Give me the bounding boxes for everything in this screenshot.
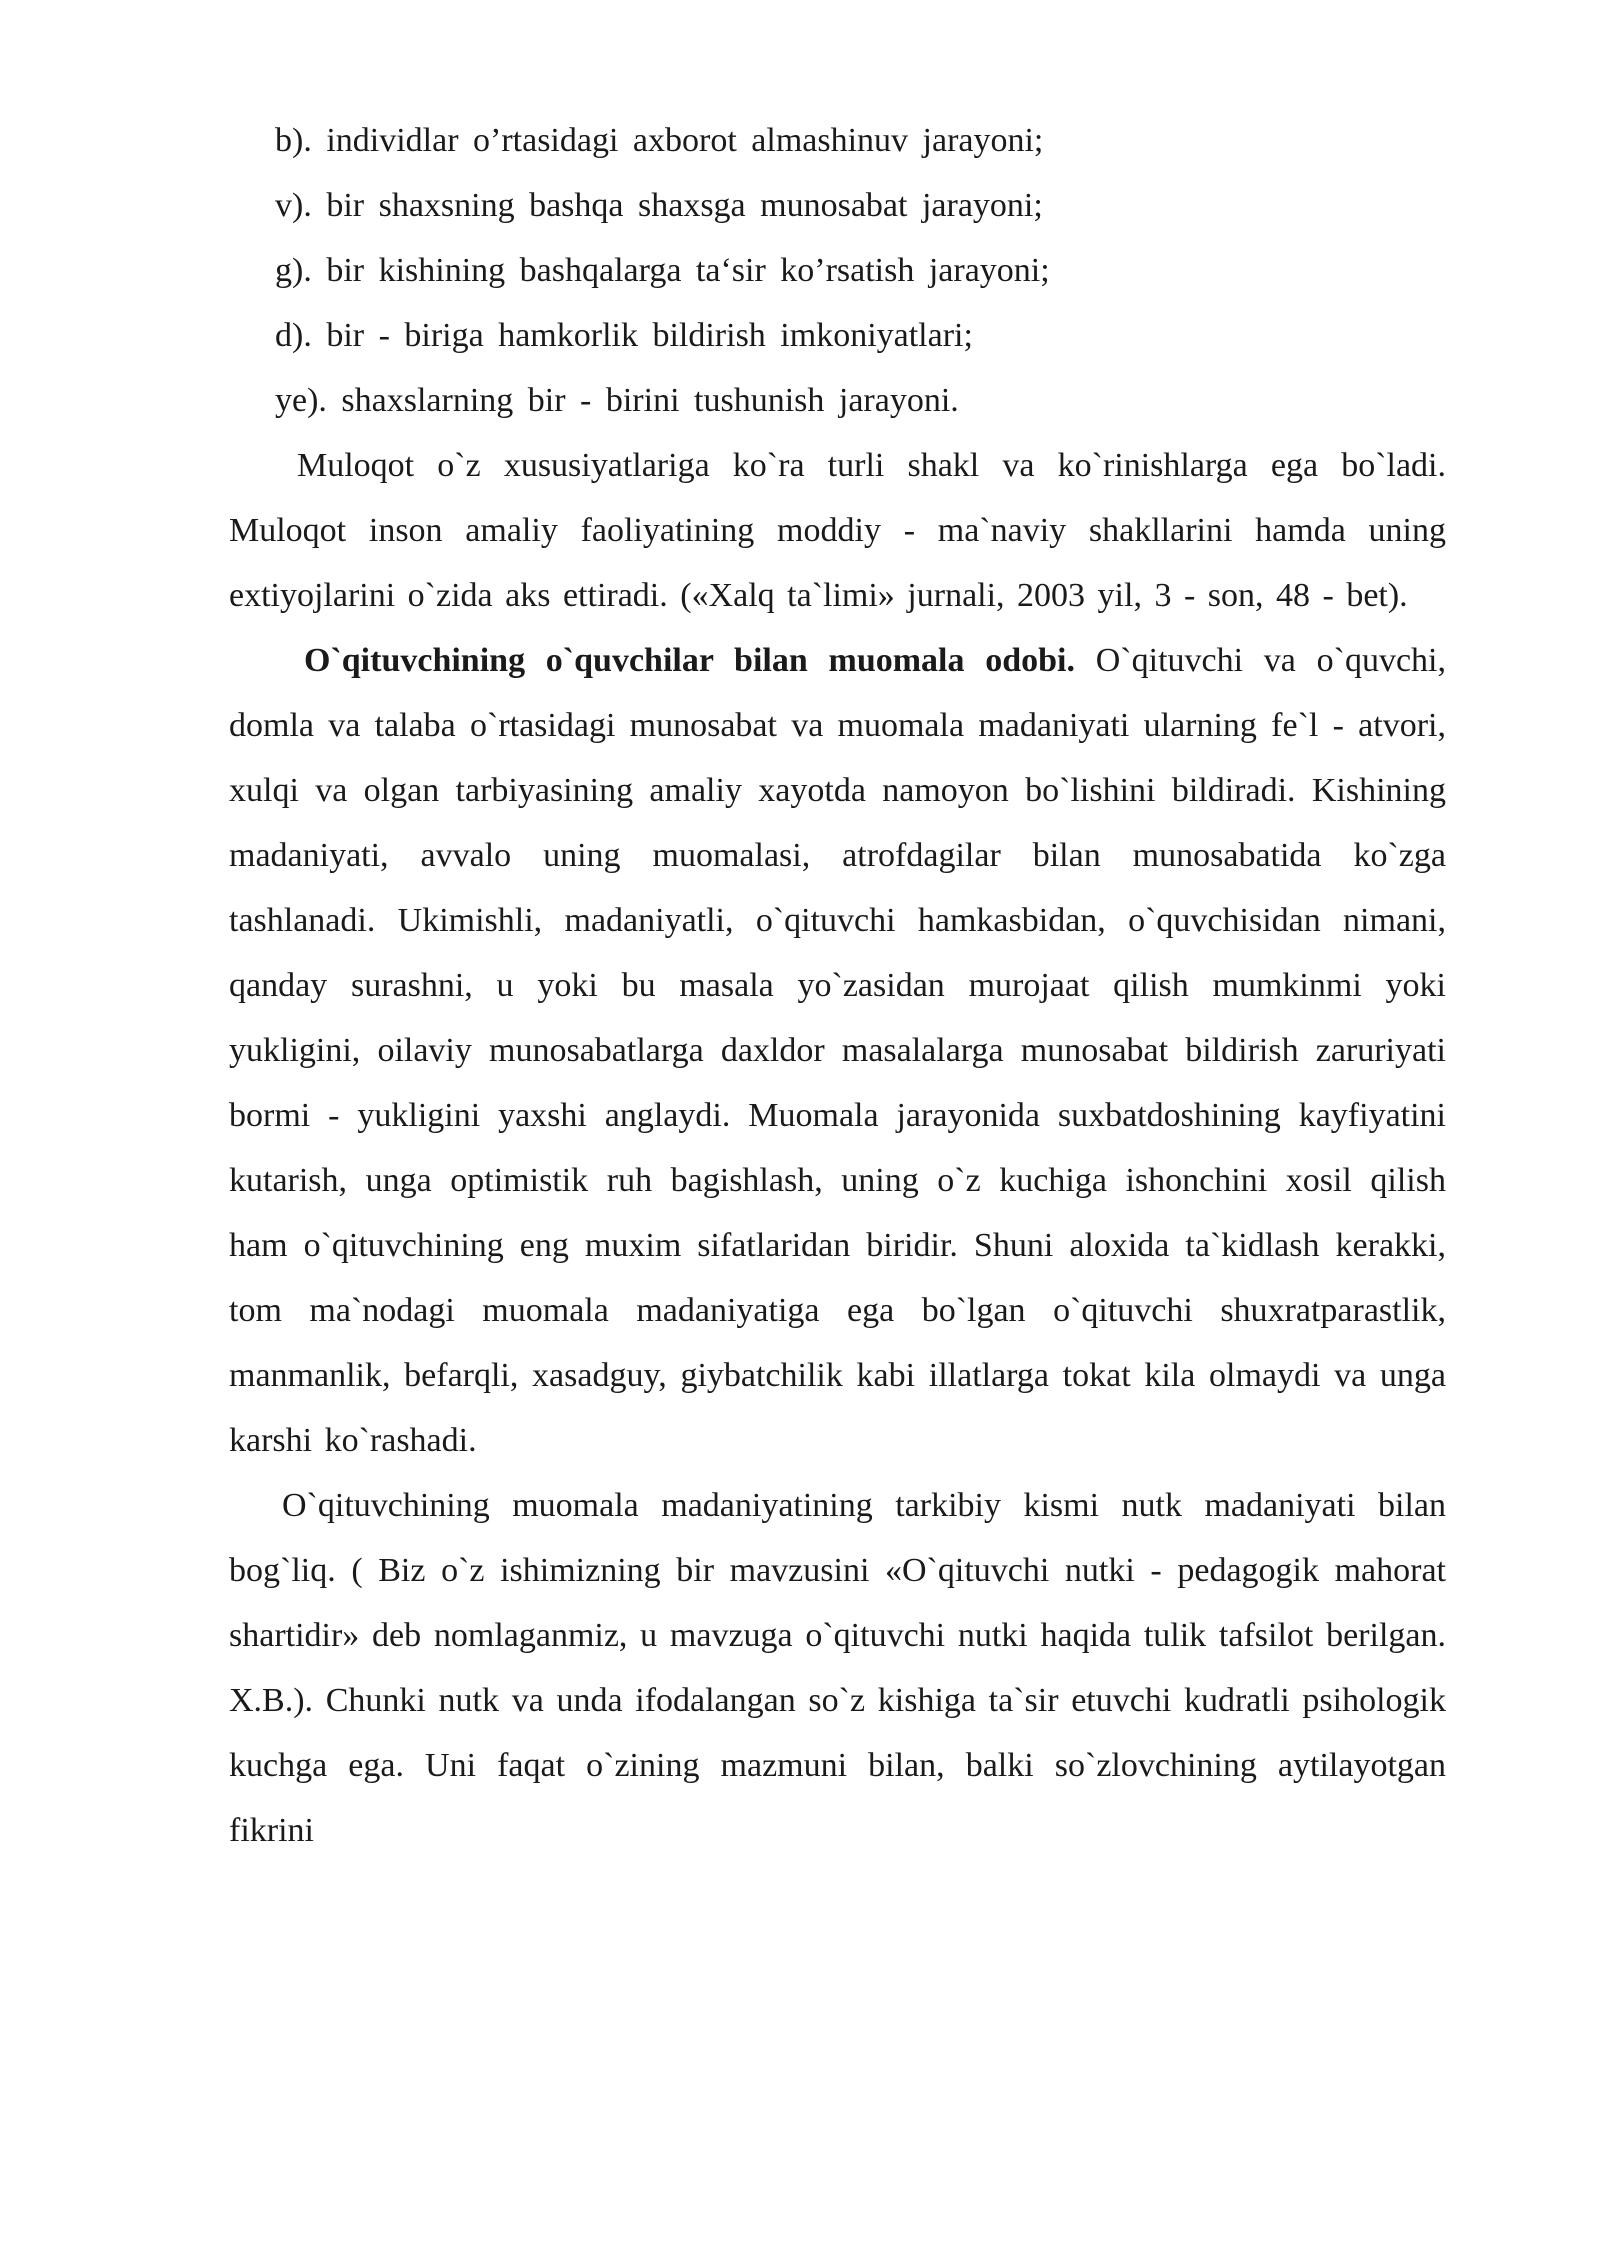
- list-item: d). bir - biriga hamkorlik bildirish imkoniyatlari;: [275, 317, 973, 354]
- paragraph-text: O`qituvchi va o`quvchi, domla va talaba o`rtasidagi munosabat va muomala madaniyati ularning fe`l - atvori, xulqi va olgan tarbiyasining amaliy xayotda namoyon bo`lishini bildiradi. Kishining madaniyati, avvalo uning muomalasi, atrofdagilar bilan munosabatida ko`zga tashlanadi. Ukimishli, madaniyatli, o`qituvchi hamkasbidan, o`quvchisidan nimani, qanday surashni, u yoki bu masala yo`zasidan murojaat qilish mumkinmi yoki yukligini, oilaviy munosabatlarga daxldor masalalarga munosabat bildirish zaruriyati bormi - yukligini yaxshi anglaydi. Muomala jarayonida suxbatdoshining kayfiyatini kutarish, unga optimistik ruh bagishlash, uning o`z kuchiga ishonchini xosil qilish ham o`qituvchining eng muxim sifatlaridan biridir. Shuni aloxida ta`kidlash kerakki, tom ma`nodagi muomala madaniyatiga ega bo`lgan o`qituvchi shuxratparastlik, manmanlik, befarqli, xasadguy, giybatchilik kabi illatlarga tokat kila olmaydi va unga karshi ko`rashadi.: [229, 642, 1446, 1459]
- list-item: ye). shaxslarning bir - birini tushunish jarayoni.: [275, 382, 959, 419]
- list-item: b). individlar o’rtasidagi axborot almashinuv jarayoni;: [275, 122, 1044, 159]
- list-item: g). bir kishining bashqalarga ta‘sir ko’rsatish jarayoni;: [275, 252, 1050, 289]
- list-item: v). bir shaxsning bashqa shaxsga munosabat jarayoni;: [275, 187, 1043, 224]
- paragraph-nutk-madaniyati: O`qituvchining muomala madaniyatining tarkibiy kismi nutk madaniyati bilan bog`liq. ( Biz o`z ishimizning bir mavzusini «O`qituvchi nutki - pedagogik mahorat shartidir» deb nomlaganmiz, u mavzuga o`qituvchi nutki haqida tulik tafsilot berilgan. X.B.). Chunki nutk va unda ifodalangan so`z kishiga ta`sir etuvchi kudratli psihologik kuchga ega. Uni faqat o`zining mazmuni bilan, balki so`zlovchining aytilayotgan fikrini: [229, 1487, 1446, 1849]
- answer-options-list: [275, 108, 1475, 433]
- paragraph-muomala-odobi: [229, 628, 1446, 1473]
- body-text: [229, 433, 1446, 1863]
- paragraph-muloqot: Muloqot o`z xususiyatlariga ko`ra turli shakl va ko`rinishlarga ega bo`ladi. Muloqot inson amaliy faoliyatining moddiy - ma`naviy shakllarini hamda uning extiyojlarini o`zida aks ettiradi. («Xalq ta`limi» jurnali, 2003 yil, 3 - son, 48 - bet).: [229, 447, 1446, 614]
- section-heading: O`qituvchining o`quvchilar bilan muomala odobi.: [304, 642, 1076, 679]
